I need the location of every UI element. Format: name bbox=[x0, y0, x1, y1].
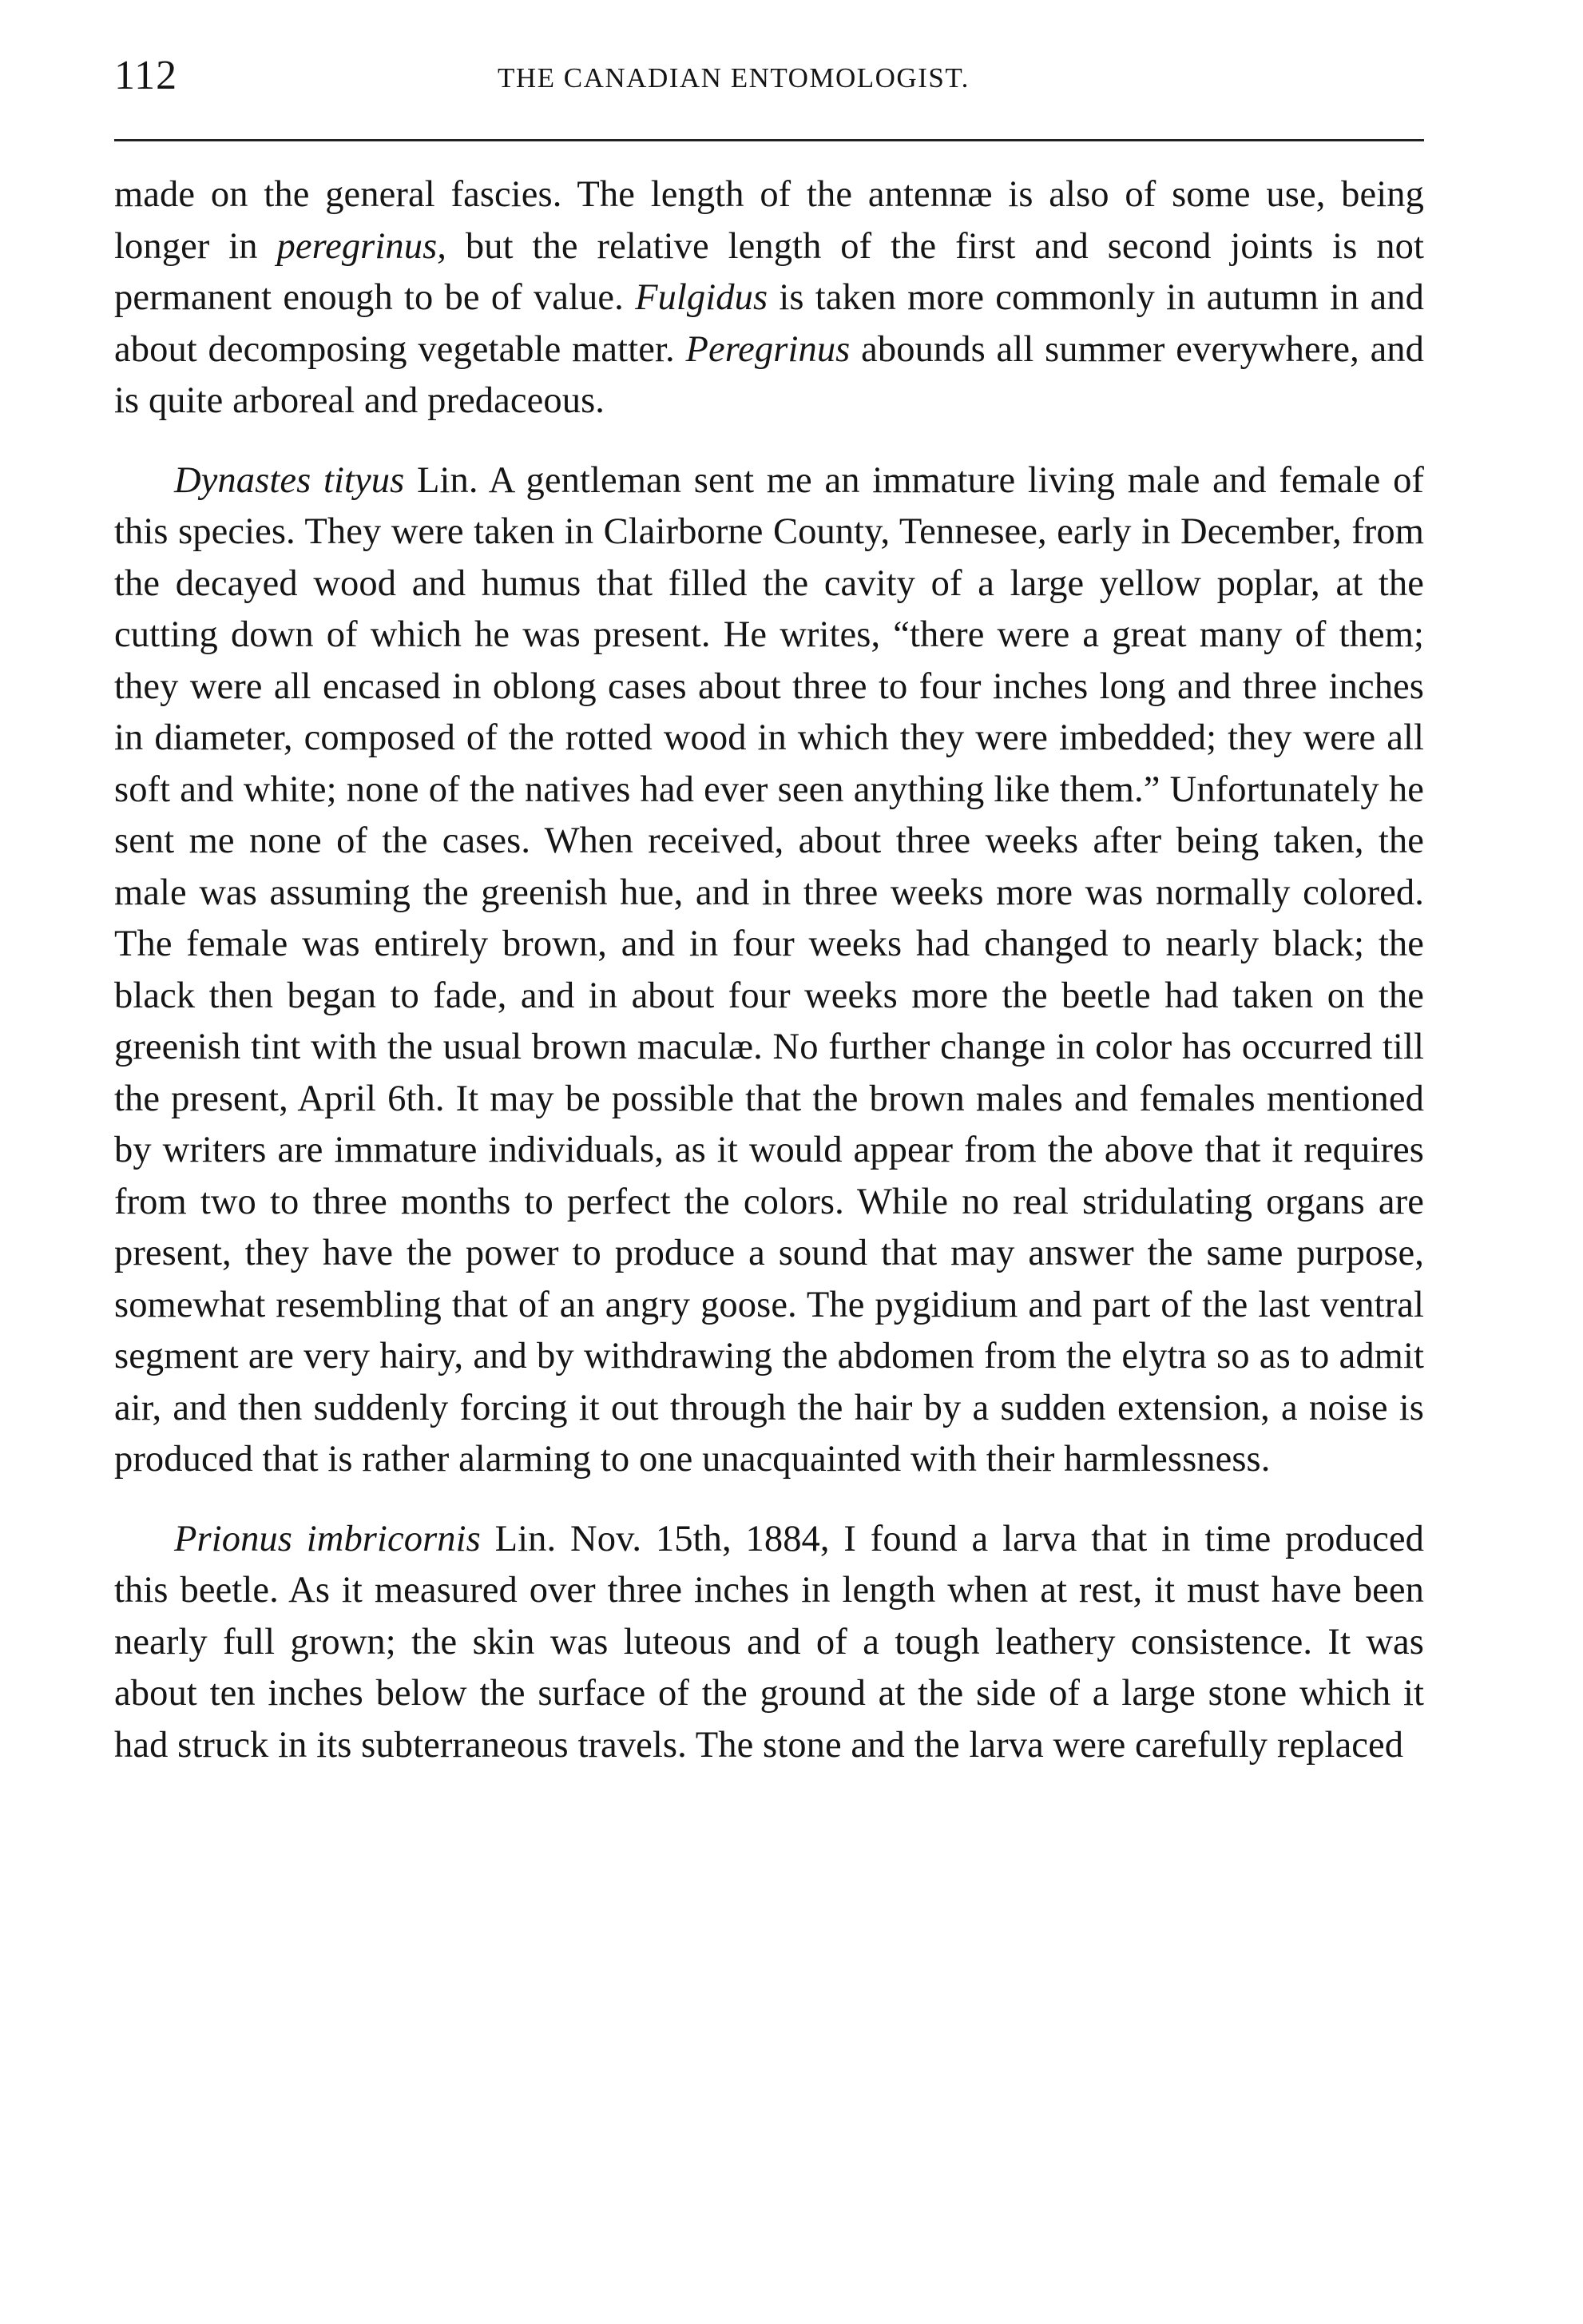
species-name: Fulgidus bbox=[635, 277, 768, 318]
text-run: is taken more commonly in autumn in and about decomposing vegetable matter. bbox=[114, 277, 1424, 370]
species-name: Dynastes tityus bbox=[174, 459, 405, 501]
text-run: abounds all summer everywhere, and is quite arboreal and predaceous. bbox=[114, 328, 1425, 421]
paragraph-prionus-imbricornis bbox=[114, 1514, 1424, 1772]
species-name: Prionus imbricornis bbox=[174, 1518, 481, 1559]
text-run: but the relative length of the first and second joints is not permanent enough to be of value. bbox=[114, 225, 1424, 318]
header-rule bbox=[114, 139, 1424, 141]
paragraph-fascies bbox=[114, 169, 1424, 427]
text-run: made on the general fascies. The length of the antennæ is also of some use, being longer in bbox=[114, 174, 1424, 267]
page-number: 112 bbox=[114, 53, 178, 98]
text-run: Lin. Nov. 15th, 1884, I found a larva that in time produced this beetle. As it measured over three inches in length when at rest, it must have been nearly full grown; the skin was luteous and of a tough leathery consistence. It was about ten inches below the surface of the ground at the side of a large stone which it had struck in its subterraneous travels. The stone and the larva were carefully replaced bbox=[114, 1518, 1424, 1766]
species-name: Peregrinus bbox=[685, 328, 851, 370]
species-name: peregrinus, bbox=[276, 225, 447, 267]
text-run: Lin. A gentleman sent me an immature living male and female of this species. They were taken in Clairborne County, Tennesee, early in December, from the decayed wood and humus that filled the cavity of a large yellow poplar, at the cutting down of which he was present. He writes, “there were a great many of them; they were all encased in oblong cases about three to four inches long and three inches in diameter, composed of the rotted wood in which they were imbedded; they were all soft and white; none of the natives had ever seen anything like them.” Unfortunately he sent me none of the cases. When received, about three weeks after being taken, the male was assuming the greenish hue, and in three weeks more was normally colored. The female was entirely brown, and in four weeks had changed to nearly black; the black then began to fade, and in about four weeks more the beetle had taken on the greenish tint with the usual brown maculæ. No further change in color has occurred till the present, April 6th. It may be possible that the brown males and females mentioned by writers are immature individuals, as it would appear from the above that it requires from two to three months to perfect the colors. While no real stridulating organs are present, they have the power to produce a sound that may answer the same purpose, somewhat resembling that of an angry goose. The pygidium and part of the last ventral segment are very hairy, and by withdrawing the abdomen from the elytra so as to admit air, and then suddenly forcing it out through the hair by a sudden extension, a noise is produced that is rather alarming to one unacquainted with their harmlessness. bbox=[114, 459, 1425, 1480]
running-title: THE CANADIAN ENTOMOLOGIST. bbox=[498, 62, 970, 93]
page-header bbox=[114, 48, 1424, 104]
paragraph-dynastes-tityus bbox=[114, 455, 1424, 1486]
body-text bbox=[114, 169, 1424, 1771]
